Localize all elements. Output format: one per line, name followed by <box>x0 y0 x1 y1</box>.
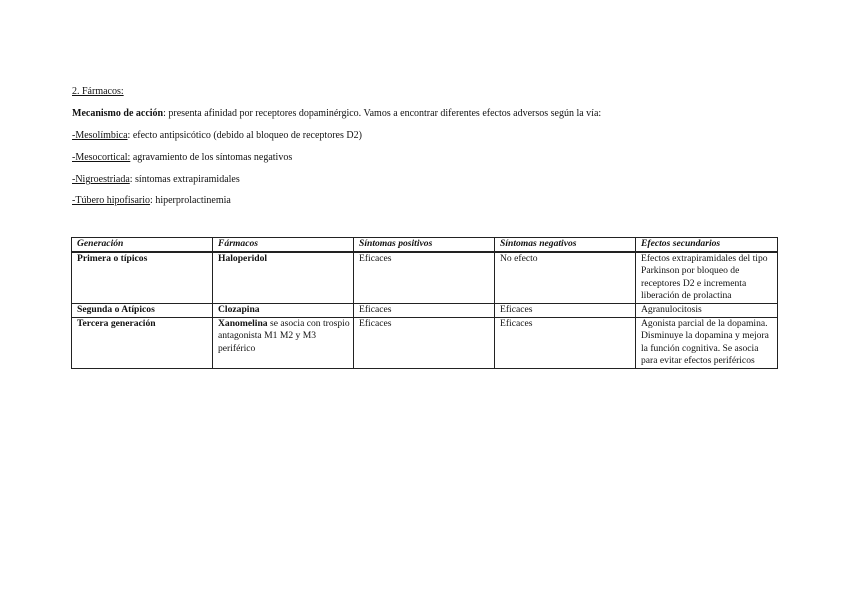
table-row <box>72 252 778 304</box>
antipsychotics-table <box>71 237 778 369</box>
negative-symptoms-cell: Eficaces <box>495 317 636 368</box>
mechanism-text: : presenta afinidad por receptores dopaminérgico. Vamos a encontrar diferentes efectos adversos según la vía: <box>163 108 602 119</box>
negative-symptoms-cell: No efecto <box>495 252 636 304</box>
positive-symptoms-cell: Eficaces <box>354 317 495 368</box>
generation-cell: Segunda o Atípicos <box>72 303 213 317</box>
side-effects-cell: Agonista parcial de la dopamina. Disminuye la dopamina y mejora la función cognitiva. Se asocia para evitar efectos periféricos <box>636 317 778 368</box>
side-effects-cell: Agranulocitosis <box>636 303 778 317</box>
header-sintomas-negativos: Síntomas negativos <box>495 238 636 252</box>
drug-cell <box>213 303 354 317</box>
positive-symptoms-cell: Eficaces <box>354 303 495 317</box>
pathway-mesolimbica <box>72 130 362 142</box>
pathway-label: -Túbero hipofisario <box>72 195 151 206</box>
drug-note: se asocia con trospio antagonista M1 M2 y M3 periférico <box>218 317 350 354</box>
pathway-mesocortical <box>72 152 292 164</box>
mechanism-label: Mecanismo de acción <box>72 108 164 119</box>
pathway-text: agravamiento de los síntomas negativos <box>130 152 293 163</box>
positive-symptoms-cell: Eficaces <box>354 252 495 304</box>
pathway-text: : hiperprolactinemia <box>150 195 231 206</box>
drug-cell <box>213 252 354 304</box>
header-generacion: Generación <box>72 238 213 252</box>
drug-name: Xanomelina <box>218 317 268 329</box>
table-row <box>72 317 778 368</box>
header-sintomas-positivos: Síntomas positivos <box>354 238 495 252</box>
pathway-tubero-hipofisario <box>72 195 231 207</box>
pathway-nigroestriada <box>72 174 240 186</box>
table-header-row <box>72 238 778 252</box>
drug-cell <box>213 317 354 368</box>
generation-cell: Primera o típicos <box>72 252 213 304</box>
pathway-label: -Mesolímbica <box>72 130 128 141</box>
drug-name: Clozapina <box>218 303 260 315</box>
section-heading-text: 2. Fármacos: <box>72 86 124 97</box>
side-effects-cell: Efectos extrapiramidales del tipo Parkinson por bloqueo de receptores D2 e incrementa liberación de prolactina <box>636 252 778 304</box>
mechanism-paragraph <box>72 108 601 120</box>
pathway-label: -Nigroestriada <box>72 174 130 185</box>
pathway-label: -Mesocortical: <box>72 152 131 163</box>
pathway-text: : síntomas extrapiramidales <box>129 174 240 185</box>
negative-symptoms-cell: Eficaces <box>495 303 636 317</box>
table-row <box>72 303 778 317</box>
generation-cell: Tercera generación <box>72 317 213 368</box>
pathway-text: : efecto antipsicótico (debido al bloqueo de receptores D2) <box>127 130 362 141</box>
header-farmacos: Fármacos <box>213 238 354 252</box>
section-heading <box>72 86 124 98</box>
header-efectos-secundarios: Efectos secundarios <box>636 238 778 252</box>
drug-name: Haloperidol <box>218 252 268 264</box>
